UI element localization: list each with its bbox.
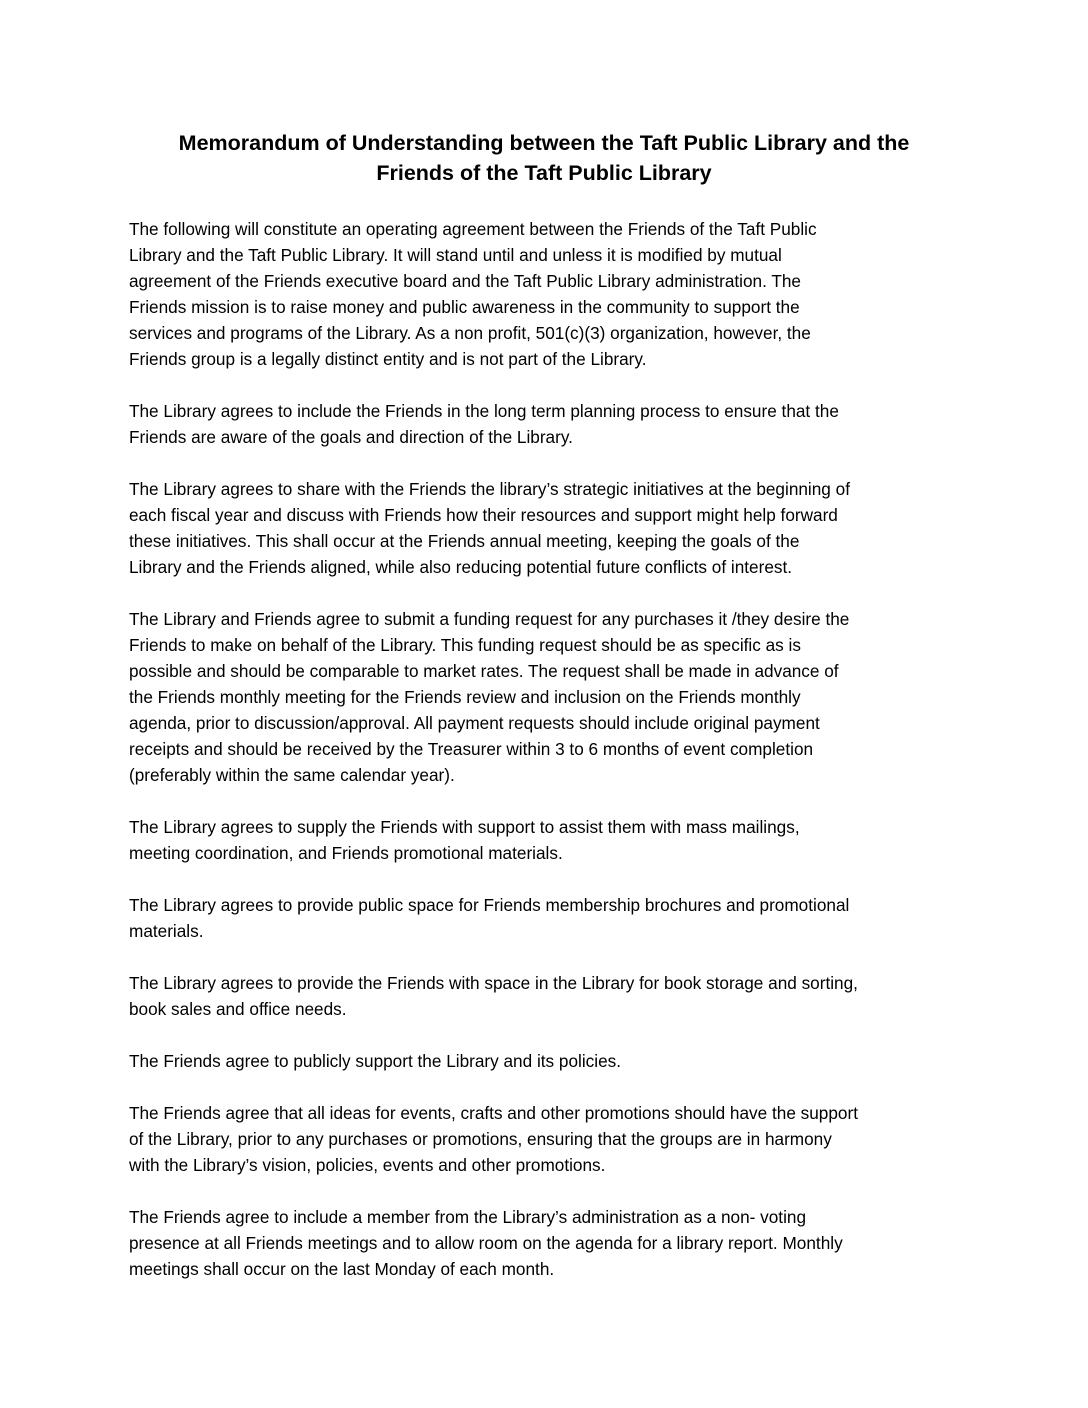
- text-line: book sales and office needs.: [129, 999, 347, 1019]
- text-line: The Library agrees to provide public space for Friends membership brochures and promotional: [129, 895, 850, 915]
- text-line: Friends mission is to raise money and public awareness in the community to support the: [129, 297, 800, 317]
- text-line: The Library agrees to provide the Friends with space in the Library for book storage and sorting,: [129, 973, 858, 993]
- paragraph-book-storage: [129, 970, 989, 1022]
- paragraph-strategic-initiatives: [129, 476, 989, 580]
- text-line: Library and the Taft Public Library. It will stand until and unless it is modified by mutual: [129, 245, 782, 265]
- text-line: Friends group is a legally distinct entity and is not part of the Library.: [129, 349, 647, 369]
- text-line: presence at all Friends meetings and to allow room on the agenda for a library report. Monthly: [129, 1233, 843, 1253]
- title-line: Friends of the Taft Public Library: [376, 161, 712, 185]
- paragraph-funding-request: [129, 606, 989, 788]
- paragraph-public-support: [129, 1048, 989, 1074]
- text-line: the Friends monthly meeting for the Friends review and inclusion on the Friends monthly: [129, 687, 801, 707]
- text-line: materials.: [129, 921, 204, 941]
- paragraph-library-member: [129, 1204, 989, 1282]
- text-line: receipts and should be received by the Treasurer within 3 to 6 months of event completion: [129, 739, 814, 759]
- paragraph-operating-agreement: [129, 216, 989, 372]
- text-line: meetings shall occur on the last Monday of each month.: [129, 1259, 555, 1279]
- paragraph-mass-mailings: [129, 814, 989, 866]
- title-line: Memorandum of Understanding between the Taft Public Library and the: [178, 131, 910, 155]
- text-line: agreement of the Friends executive board and the Taft Public Library administration. The: [129, 271, 801, 291]
- text-line: The following will constitute an operating agreement between the Friends of the Taft Public: [129, 219, 817, 239]
- text-line: The Library and Friends agree to submit a funding request for any purchases it /they desire the: [129, 609, 850, 629]
- text-line: of the Library, prior to any purchases or promotions, ensuring that the groups are in harmony: [129, 1129, 832, 1149]
- text-line: The Friends agree that all ideas for events, crafts and other promotions should have the support: [129, 1103, 858, 1123]
- text-line: these initiatives. This shall occur at the Friends annual meeting, keeping the goals of the: [129, 531, 800, 551]
- paragraph-events-promotions: [129, 1100, 989, 1178]
- text-line: Friends are aware of the goals and direction of the Library.: [129, 427, 573, 447]
- text-line: Library and the Friends aligned, while also reducing potential future conflicts of interest.: [129, 557, 793, 577]
- text-line: meeting coordination, and Friends promotional materials.: [129, 843, 563, 863]
- text-line: The Library agrees to supply the Friends with support to assist them with mass mailings,: [129, 817, 800, 837]
- text-line: each fiscal year and discuss with Friends how their resources and support might help forward: [129, 505, 838, 525]
- text-line: possible and should be comparable to market rates. The request shall be made in advance of: [129, 661, 839, 681]
- paragraph-public-space: [129, 892, 989, 944]
- text-line: The Library agrees to share with the Friends the library’s strategic initiatives at the beginning of: [129, 479, 850, 499]
- document-title: [120, 128, 968, 188]
- document-body: [129, 216, 989, 1308]
- text-line: The Library agrees to include the Friends in the long term planning process to ensure that the: [129, 401, 839, 421]
- text-line: agenda, prior to discussion/approval. All payment requests should include original payment: [129, 713, 820, 733]
- text-line: The Friends agree to publicly support the Library and its policies.: [129, 1051, 622, 1071]
- text-line: The Friends agree to include a member from the Library’s administration as a non- voting: [129, 1207, 807, 1227]
- paragraph-long-term-planning: [129, 398, 989, 450]
- text-line: with the Library’s vision, policies, events and other promotions.: [129, 1155, 606, 1175]
- text-line: services and programs of the Library. As a non profit, 501(c)(3) organization, however, the: [129, 323, 811, 343]
- text-line: Friends to make on behalf of the Library. This funding request should be as specific as is: [129, 635, 801, 655]
- text-line: (preferably within the same calendar year).: [129, 765, 455, 785]
